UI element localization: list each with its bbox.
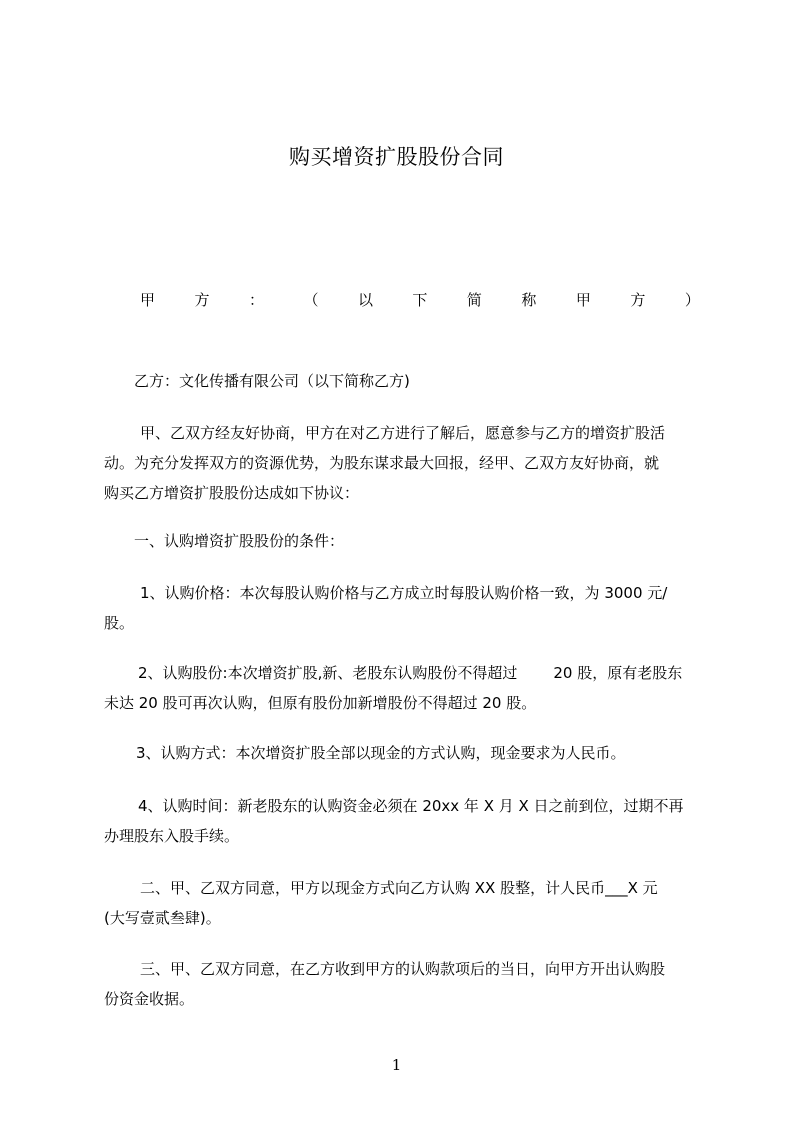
party-a-char: ） — [684, 291, 700, 309]
section-2-line-2: (大写壹贰叁肆)。 — [104, 909, 221, 927]
section-1-heading-text: 一、认购增资扩股股份的条件： — [134, 532, 345, 550]
party-b-text: 乙方：文化传播有限公司（以下简称乙方) — [134, 372, 410, 390]
item-3-line: 3、认购方式：本次增资扩股全部以现金的方式认购，现金要求为人民币。 — [136, 744, 626, 762]
section-3-line-1: 三、甲、乙双方同意，在乙方收到甲方的认购款项后的当日，向甲方开出认购股 — [140, 960, 666, 978]
party-a-char: 简 — [466, 291, 482, 309]
item-1-line-2: 股。 — [104, 614, 135, 632]
party-a-char: 下 — [412, 291, 428, 309]
item-2-paragraph — [104, 658, 700, 718]
party-a-char: 方 — [630, 291, 646, 309]
item-1-line-1: 1、认购价格：本次每股认购价格与乙方成立时每股认购价格一致，为 3000 元/ — [140, 584, 668, 602]
intro-line-1: 甲、乙双方经友好协商，甲方在对乙方进行了解后，愿意参与乙方的增资扩股活 — [140, 424, 666, 442]
party-a-char: 甲 — [575, 291, 591, 309]
item-3-paragraph — [104, 738, 700, 768]
party-a-char: 方 — [194, 291, 210, 309]
party-a-char: （ — [303, 291, 319, 309]
item-1-paragraph — [104, 578, 700, 638]
page-number: 1 — [391, 1056, 402, 1074]
item-2-line-2: 未达 20 股可再次认购，但原有股份加新增股份不得超过 20 股。 — [104, 694, 537, 712]
party-b-line — [134, 366, 730, 396]
party-a-char: 以 — [357, 291, 373, 309]
item-4-line-2: 办理股东入股手续。 — [104, 827, 240, 845]
section-3-paragraph — [104, 954, 700, 1014]
section-2-line-1: 二、甲、乙双方同意，甲方以现金方式向乙方认购 XX 股整，计人民币___X 元 — [140, 879, 658, 897]
contract-title: 购买增资扩股股份合同 — [289, 145, 504, 169]
intro-paragraph — [104, 418, 700, 508]
intro-line-3: 购买乙方增资扩股股份达成如下协议： — [104, 484, 360, 502]
item-4-line-1: 4、认购时间：新老股东的认购资金必须在 20xx 年 X 月 X 日之前到位，过期不再 — [138, 797, 684, 815]
section-1-heading — [134, 526, 730, 556]
party-a-line — [140, 288, 700, 312]
party-a-char: ： — [248, 291, 264, 309]
item-4-paragraph — [104, 791, 700, 851]
item-2-line-1 — [104, 658, 700, 688]
section-2-paragraph — [104, 873, 700, 933]
section-3-line-2: 份资金收据。 — [104, 990, 195, 1008]
item-2-text-a: 2、认购股份:本次增资扩股,新、老股东认购股份不得超过 — [138, 664, 518, 682]
item-2-text-b: 20 股，原有老股东 — [553, 664, 683, 682]
party-a-char: 甲 — [140, 291, 156, 309]
intro-line-2: 动。为充分发挥双方的资源优势，为股东谋求最大回报，经甲、乙双方友好协商，就 — [104, 454, 660, 472]
party-a-char: 称 — [521, 291, 537, 309]
